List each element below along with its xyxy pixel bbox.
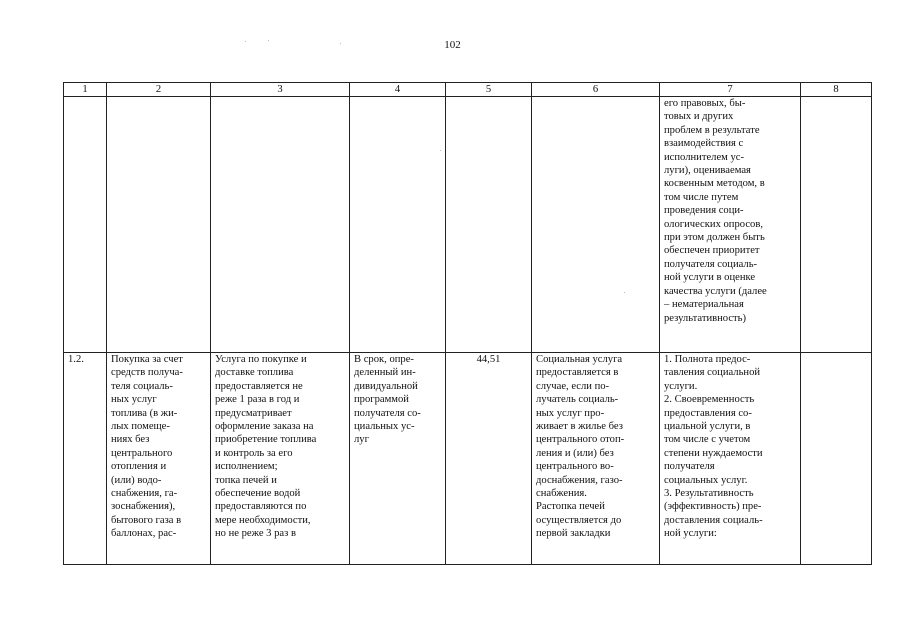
- header-cell: 2: [107, 83, 211, 97]
- page-number: 102: [444, 39, 461, 51]
- header-cell: 4: [350, 83, 446, 97]
- service-term: В срок, опре- деленный ин- дивидуальной программой получателя со- циальных ус- луг: [350, 353, 446, 565]
- table-cell: [211, 97, 350, 353]
- table-row-1-2: [64, 353, 872, 565]
- header-cell: 1: [64, 83, 107, 97]
- table-cell: [801, 353, 872, 565]
- table-cell: [801, 97, 872, 353]
- quality-indicators-continued: его правовых, бы- товых и других проблем в результате взаимодействия с исполнителем ус- луги), оцениваемая косвенным методом, в том числе путем проведения соци- ологических опросов, при этом должен быть обеспечен приоритет получателя социаль- ной услуги в оценке качества услуги (далее – нематериальная результативность): [660, 97, 801, 353]
- service-tariff: 44,51: [446, 353, 532, 565]
- table-cell: [350, 97, 446, 353]
- service-name: Покупка за счет средств получа- теля социаль- ных услуг топлива (в жи- лых помеще- ниях без центрального отопления и (или) водо- снабжения, га- зоснабжения), бытового газа в баллонах, рас-: [107, 353, 211, 565]
- quality-indicators: 1. Полнота предос- тавления социальной услуги. 2. Своевременность предоставления со- циальной услуги, в том числе с учетом степени нуждаемости получателя социальных услуг. 3. Результативность (эффективность) пре- доставления социаль- ной услуги:: [660, 353, 801, 565]
- services-table: [63, 82, 872, 565]
- header-cell: 6: [532, 83, 660, 97]
- continuation-row: [64, 97, 872, 353]
- table-cell: [446, 97, 532, 353]
- service-conditions: Социальная услуга предоставляется в случае, если по- лучатель социаль- ных услуг про- живает в жилье без центрального отоп- ления и (или) без центрального во- доснабжения, газо- снабжения. Растопка печей осуществляется до первой закладки: [532, 353, 660, 565]
- header-cell: 7: [660, 83, 801, 97]
- table-cell: [532, 97, 660, 353]
- header-row: [64, 83, 872, 97]
- table-cell: [107, 97, 211, 353]
- header-cell: 5: [446, 83, 532, 97]
- service-description: Услуга по покупке и доставке топлива предоставляется не реже 1 раза в год и предусматривает оформление заказа на приобретение топлива и контроль за его исполнением; топка печей и обеспечение водой предоставляются по мере необходимости, но не реже 3 раз в: [211, 353, 350, 565]
- header-cell: 3: [211, 83, 350, 97]
- table-cell: [64, 97, 107, 353]
- row-number: 1.2.: [64, 353, 107, 565]
- header-cell: 8: [801, 83, 872, 97]
